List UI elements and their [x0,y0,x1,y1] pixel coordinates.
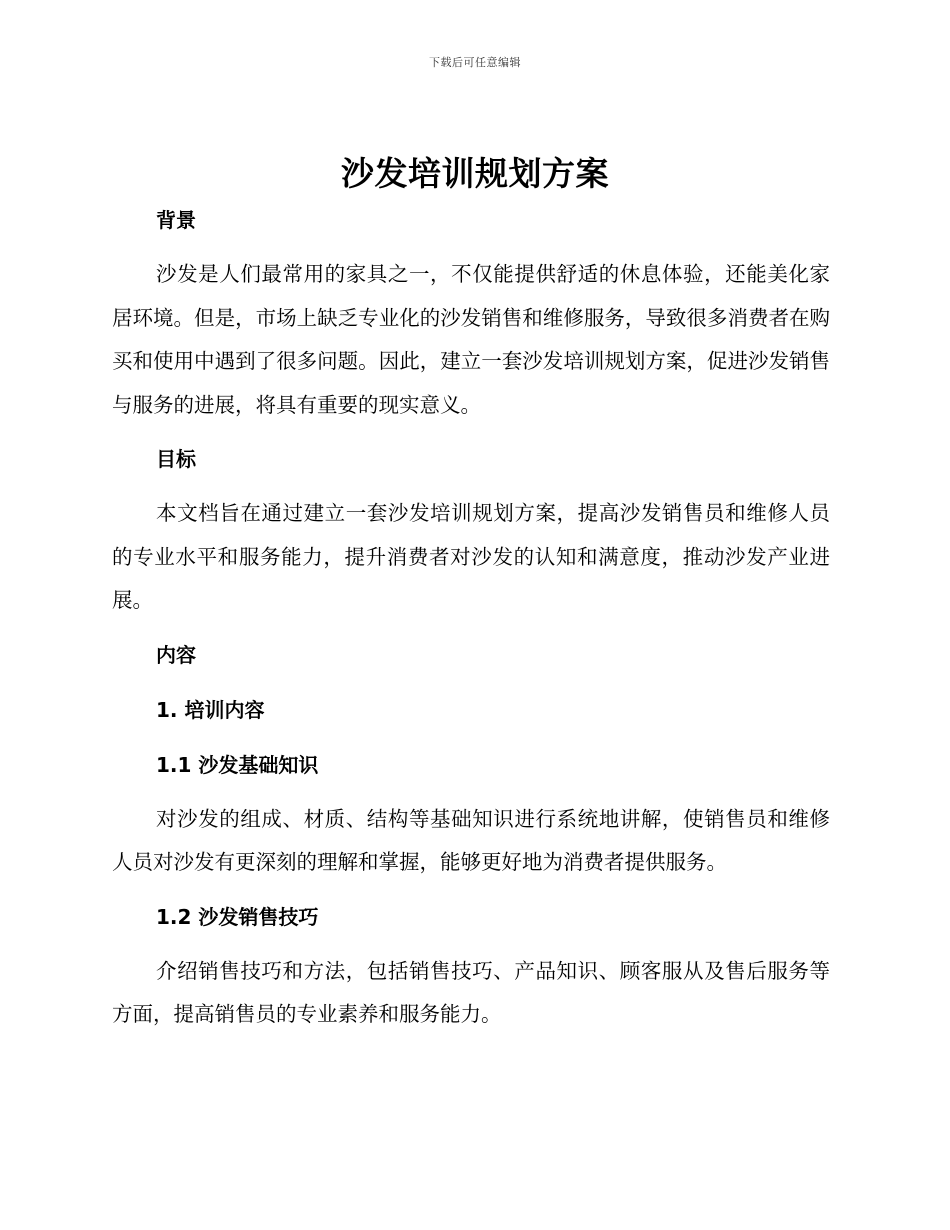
document-body [112,198,830,1037]
section-heading-goal: 目标 [156,447,196,471]
section-goal [112,437,830,623]
section-heading-content: 内容 [156,642,196,667]
header-note: 下载后可任意编辑 [429,56,521,69]
section-paragraph-background: 沙发是人们最常用的家具之一，不仅能提供舒适的休息体验，还能美化家居环境。但是，市场上缺乏专业化的沙发销售和维修服务，导致很多消费者在购买和使用中遇到了很多问题。因此，建立一套沙发培训规划方案，促进沙发销售与服务的进展，将具有重要的现实意义。 [112,262,830,417]
item-heading-sales-skills: 1.2 沙发销售技巧 [156,904,319,929]
item-paragraph-sofa-basics: 对沙发的组成、材质、结构等基础知识进行系统地讲解，使销售员和维修人员对沙发有更深刻的理解和掌握，能够更好地为消费者提供服务。 [112,806,830,874]
subheading-training-content: 1. 培训内容 [156,697,265,722]
section-content [112,633,830,1037]
section-heading-background: 背景 [156,208,196,232]
document-title: 沙发培训规划方案 [341,154,609,193]
section-background [112,198,830,427]
item-paragraph-sales-skills: 介绍销售技巧和方法，包括销售技巧、产品知识、顾客服从及售后服务等方面，提高销售员的专业素养和服务能力。 [112,958,830,1026]
section-paragraph-goal: 本文档旨在通过建立一套沙发培训规划方案，提高沙发销售员和维修人员的专业水平和服务能力，提升消费者对沙发的认知和满意度，推动沙发产业进展。 [112,501,830,612]
item-heading-sofa-basics: 1.1 沙发基础知识 [156,752,319,777]
